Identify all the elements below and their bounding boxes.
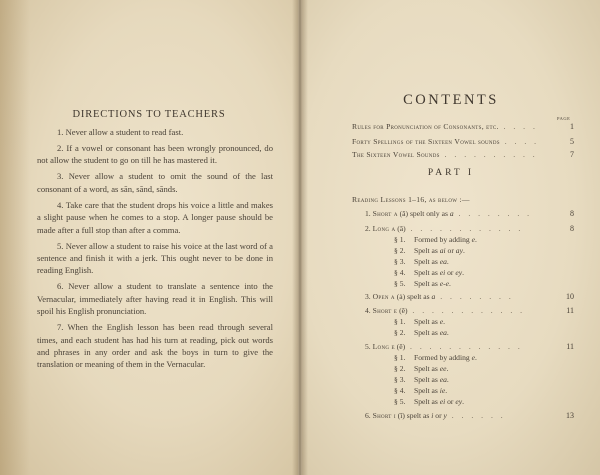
lesson-name: Short i: [372, 411, 396, 420]
subsection-text: Spelt as: [414, 257, 440, 266]
subsection-end: .: [474, 235, 477, 244]
subsection-text: Formed by adding: [414, 235, 472, 244]
lesson-name: Open a: [372, 292, 395, 301]
subsection-number: § 1.: [394, 353, 406, 362]
entry-page: 1: [570, 122, 574, 131]
lesson-desc-or: or: [433, 411, 444, 420]
lesson-number: 4.: [365, 306, 373, 315]
lesson-number: 3.: [365, 292, 373, 301]
subsection-end: .: [446, 328, 449, 337]
subsection-text: Spelt as: [414, 375, 440, 384]
subsection-number: § 1.: [394, 317, 406, 326]
subsection-text: Spelt as: [414, 268, 440, 277]
subsection-end: .: [462, 268, 464, 277]
lesson-subsection: [394, 268, 464, 277]
subsection-end: .: [449, 279, 451, 288]
direction-item: 3. Never allow a student to omit the sound of the last consonant of a word, as sān, sānd, sānds.: [37, 171, 273, 194]
direction-item: 1. Never allow a student to read fast.: [57, 127, 184, 137]
lesson-page: 8: [570, 209, 574, 218]
contents-entry: [352, 150, 574, 159]
subsection-number: § 5.: [394, 397, 406, 406]
lesson-subsection: [394, 246, 465, 255]
lesson-leader: . . . . . . . . . . . .: [405, 224, 524, 233]
subsection-end: .: [462, 397, 464, 406]
lesson-name: Long a: [372, 224, 396, 233]
directions-list: [37, 126, 273, 374]
reading-intro: Reading Lessons 1–16, as below :—: [352, 195, 470, 204]
entry-label: The Sixteen Vowel Sounds: [352, 150, 440, 159]
entry-label: Forty Spellings of the Sixteen Vowel sounds: [352, 137, 500, 146]
subsection-text: Spelt as: [414, 317, 440, 326]
direction-item: 5. Never allow a student to raise his voice at the last word of a sentence and finish it with a jerk. This ought never to be done in reading English.: [37, 240, 273, 276]
page-column-label: PAGE: [557, 116, 571, 121]
subsection-spelling: ai: [439, 246, 446, 255]
subsection-number: § 2.: [394, 328, 406, 337]
lesson-entry: [365, 224, 574, 233]
subsection-number: § 3.: [394, 375, 406, 384]
lesson-subsection: [394, 386, 447, 395]
entry-leader: . . . .: [498, 122, 538, 131]
subsection-spelling: e: [471, 235, 475, 244]
lesson-page: 8: [570, 224, 574, 233]
lesson-symbol: (ĕ): [397, 306, 408, 315]
lesson-name: Long e: [372, 342, 395, 351]
lesson-entry: [365, 209, 574, 218]
subsection-spelling: ei: [439, 397, 446, 406]
subsection-end: .: [443, 317, 446, 326]
lesson-page: 11: [566, 306, 574, 315]
lesson-number: 6.: [365, 411, 373, 420]
right-page: [302, 0, 600, 475]
lesson-entry: [365, 292, 574, 301]
lesson-leader: . . . . . .: [446, 411, 506, 420]
subsection-or: or: [445, 397, 456, 406]
subsection-or: or: [445, 246, 456, 255]
subsection-end: .: [446, 364, 449, 373]
subsection-spelling: ea: [439, 375, 447, 384]
lesson-page: 13: [566, 411, 574, 420]
lesson-number: 1.: [365, 209, 373, 218]
lesson-subsection: [394, 364, 448, 373]
subsection-end: .: [446, 257, 449, 266]
lesson-subsection: [394, 328, 449, 337]
subsection-spelling: ee: [439, 364, 447, 373]
subsection-text: Spelt as: [414, 364, 440, 373]
lesson-leader: . . . . . . . .: [435, 292, 514, 301]
lesson-entry: [365, 411, 574, 420]
lesson-desc-spelling: y: [443, 411, 447, 420]
lesson-desc-spelling: a: [431, 292, 436, 301]
lesson-desc-spelling: a: [449, 209, 454, 218]
subsection-end: .: [462, 246, 465, 255]
lesson-symbol: (ā): [395, 224, 406, 233]
lesson-subsection: [394, 353, 477, 362]
lesson-subsection: [394, 235, 477, 244]
contents-title: CONTENTS: [403, 92, 499, 108]
lesson-subsection: [394, 317, 445, 326]
direction-item: 2. If a vowel or consonant has been wrongly pronounced, do not allow the student to go on till he has mastered it.: [37, 143, 273, 166]
entry-label: Rules for Pronunciation of Consonants, etc.: [352, 122, 499, 131]
subsection-spelling: e: [471, 353, 475, 362]
subsection-text: Spelt as: [414, 246, 440, 255]
subsection-text: Spelt as: [414, 279, 440, 288]
lesson-desc: spelt as: [405, 292, 432, 301]
lesson-symbol: (ȧ): [394, 292, 406, 301]
subsection-end: .: [446, 375, 449, 384]
subsection-number: § 4.: [394, 268, 406, 277]
lesson-page: 11: [566, 342, 574, 351]
lesson-name: Short e: [372, 306, 398, 315]
lesson-number: 2.: [365, 224, 373, 233]
lesson-name: Short a: [372, 209, 398, 218]
subsection-spelling: ea: [439, 257, 447, 266]
subsection-end: .: [445, 386, 448, 395]
entry-leader: . . . . . . . . . .: [439, 150, 538, 159]
subsection-number: § 2.: [394, 246, 406, 255]
direction-item: 4. Take care that the student drops his voice a little and makes a slight pause when he comes to a stop. A longer pause should be made after a full stop than after a comma.: [37, 199, 273, 235]
subsection-or: or: [445, 268, 456, 277]
lesson-subsection: [394, 279, 451, 288]
entry-leader: . . . .: [499, 137, 540, 146]
entry-page: 5: [570, 137, 574, 146]
lesson-desc: spelt as: [404, 411, 432, 420]
lesson-symbol: (ă): [397, 209, 409, 218]
direction-item: 6. Never allow a student to translate a sentence into the Vernacular, immediately after having read it in English. This will spoil his English pronunciation.: [37, 281, 273, 317]
left-page: [0, 0, 298, 475]
subsection-number: § 3.: [394, 257, 406, 266]
lesson-symbol: (ē): [394, 342, 406, 351]
contents-entry: [352, 122, 574, 131]
subsection-spelling: ey: [455, 268, 463, 277]
subsection-spelling: ea: [439, 328, 447, 337]
subsection-spelling: ay: [455, 246, 463, 255]
subsection-number: § 5.: [394, 279, 406, 288]
lesson-desc-spelling: i: [431, 411, 434, 420]
subsection-spelling: e-e: [439, 279, 450, 288]
subsection-number: § 2.: [394, 364, 406, 373]
page-stain: [0, 0, 30, 475]
lesson-symbol: (ĭ): [395, 411, 405, 420]
subsection-number: § 4.: [394, 386, 406, 395]
lesson-subsection: [394, 397, 464, 406]
subsection-spelling: ei: [439, 268, 446, 277]
subsection-end: .: [474, 353, 477, 362]
lesson-number: 5.: [365, 342, 373, 351]
subsection-spelling: ie: [439, 386, 446, 395]
subsection-number: § 1.: [394, 235, 406, 244]
lesson-entry: [365, 306, 574, 315]
subsection-text: Spelt as: [414, 328, 440, 337]
lesson-subsection: [394, 375, 449, 384]
entry-page: 7: [570, 150, 574, 159]
lesson-leader: . . . . . . . . . . . .: [405, 342, 523, 351]
direction-item: 7. When the English lesson has been read through several times, and each student has had his turn at reading, pick out words and phrases in any order and ask the boys in turn to give the translation or meaning of them in the Vernacular.: [37, 322, 273, 370]
lesson-leader: . . . . . . . .: [453, 209, 533, 218]
subsection-text: Spelt as: [414, 386, 440, 395]
lesson-entry: [365, 342, 574, 351]
subsection-text: Formed by adding: [414, 353, 472, 362]
book-gutter: [292, 0, 308, 475]
subsection-spelling: e: [439, 317, 444, 326]
lesson-subsection: [394, 257, 449, 266]
subsection-spelling: ey: [455, 397, 463, 406]
directions-title: DIRECTIONS TO TEACHERS: [72, 109, 226, 120]
subsection-text: Spelt as: [414, 397, 440, 406]
contents-entry: [352, 137, 574, 146]
part-heading: PART I: [427, 168, 475, 178]
lesson-leader: . . . . . . . . . . . .: [407, 306, 526, 315]
lesson-page: 10: [566, 292, 574, 301]
lesson-desc: spelt only as: [408, 209, 450, 218]
